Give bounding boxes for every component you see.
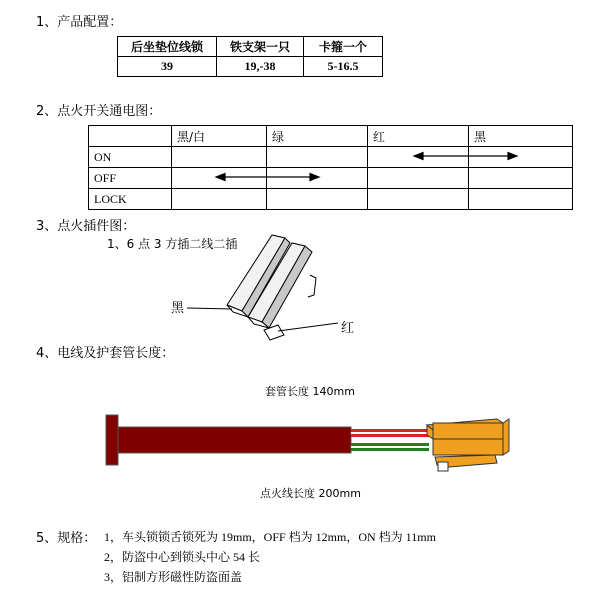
off-connection-arrow [216, 174, 319, 181]
ignition-arrows [0, 0, 615, 240]
plug-label-black: 黑 [171, 301, 185, 316]
wire-length-label: 点火线长度 200mm [260, 487, 361, 500]
plug-label-red: 红 [341, 321, 355, 336]
cable-sleeve [118, 427, 351, 453]
spec-line: 2，防盗中心到锁头中心 54 长 [104, 550, 261, 564]
ignition-header-cell: 黑 [469, 126, 573, 147]
config-value-cell: 5-16.5 [304, 57, 383, 77]
black-leader-line [187, 308, 232, 309]
ignition-plug-drawing [160, 225, 360, 345]
ignition-row-label: LOCK [89, 189, 172, 210]
ignition-row-label: ON [89, 147, 172, 168]
config-header-cell: 后坐垫位线锁 [118, 37, 217, 57]
config-value-cell: 39 [118, 57, 217, 77]
green-wire [351, 443, 429, 451]
section-2-heading: 2、点火开关通电图： [36, 104, 162, 119]
section-3-heading: 3、点火插件图： [36, 219, 136, 234]
plug-latch [308, 275, 316, 297]
on-connection-arrow [414, 153, 517, 160]
section-5-heading: 5、规格： [36, 531, 97, 546]
red-leader-line [278, 323, 338, 331]
config-header-cell: 卡箍一个 [304, 37, 383, 57]
ignition-header-cell: 红 [368, 126, 469, 147]
config-value-cell: 19,-38 [217, 57, 304, 77]
sleeve-length-label: 套管长度 140mm [265, 385, 355, 398]
spec-line: 3，铝制方形磁性防盗面盖 [104, 570, 243, 584]
config-header-cell: 铁支架一只 [217, 37, 304, 57]
plug-subtitle: 1、6 点 3 方插二线二插 [107, 237, 238, 251]
orange-plug [427, 419, 509, 471]
cable-end-cap [106, 415, 118, 465]
ignition-header-cell: 黑/白 [172, 126, 267, 147]
section-1-heading: 1、产品配置： [36, 15, 123, 30]
red-wire [351, 429, 429, 437]
spec-line: 1，车头锁锁舌锁死为 19mm，OFF 档为 12mm，ON 档为 11mm [104, 530, 436, 544]
ignition-header-cell: 绿 [267, 126, 368, 147]
cable-drawing [95, 405, 525, 480]
section-4-heading: 4、电线及护套管长度： [36, 346, 175, 361]
ignition-row-label: OFF [89, 168, 172, 189]
